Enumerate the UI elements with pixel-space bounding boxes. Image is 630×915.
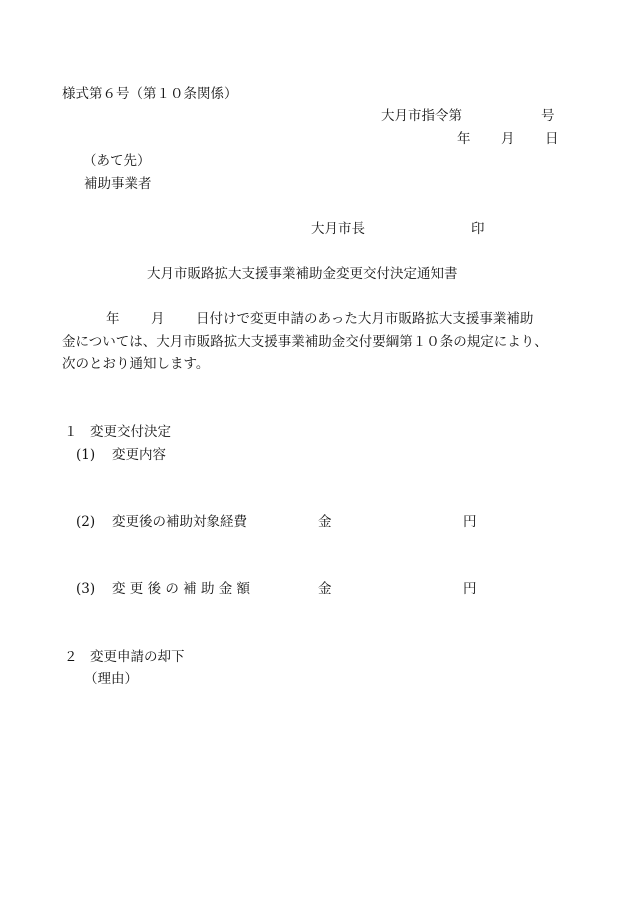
addressee-label: （あて先） bbox=[83, 153, 151, 169]
item2-amount-prefix: 金 bbox=[318, 514, 332, 530]
body-line2: 金については、大月市販路拡大支援事業補助金交付要綱第１０条の規定により、 bbox=[62, 334, 548, 350]
item3-amount-suffix: 円 bbox=[463, 581, 477, 597]
date-day: 日 bbox=[545, 131, 559, 147]
section1-number: １ bbox=[64, 424, 78, 440]
item3-number: (3) bbox=[76, 581, 96, 597]
item2-amount-suffix: 円 bbox=[463, 514, 477, 530]
section2-heading: 変更申請の却下 bbox=[90, 649, 185, 665]
form-number: 様式第６号（第１０条関係） bbox=[62, 86, 238, 102]
document-title: 大月市販路拡大支援事業補助金変更交付決定通知書 bbox=[147, 266, 458, 282]
section2-number: ２ bbox=[64, 649, 78, 665]
item3-amount-prefix: 金 bbox=[318, 581, 332, 597]
reason-label: （理由） bbox=[84, 671, 138, 687]
issuer: 大月市長 bbox=[311, 221, 365, 237]
item2-label: 変更後の補助対象経費 bbox=[112, 514, 247, 530]
body-line3: 次のとおり通知します。 bbox=[62, 356, 210, 372]
directive-prefix: 大月市指令第 bbox=[381, 108, 462, 124]
date-year: 年 bbox=[457, 131, 471, 147]
item2-number: (2) bbox=[76, 514, 96, 530]
item3-label: 変 更 後 の 補 助 金 額 bbox=[112, 581, 251, 597]
seal-mark: 印 bbox=[471, 221, 485, 237]
item1-number: (1) bbox=[76, 447, 96, 463]
item1-label: 変更内容 bbox=[112, 447, 166, 463]
body-month: 月 bbox=[151, 311, 165, 327]
directive-suffix: 号 bbox=[541, 108, 555, 124]
body-line1-text: 日付けで変更申請のあった大月市販路拡大支援事業補助 bbox=[196, 311, 534, 327]
date-month: 月 bbox=[501, 131, 515, 147]
section1-heading: 変更交付決定 bbox=[90, 424, 171, 440]
addressee: 補助事業者 bbox=[84, 176, 152, 192]
body-year: 年 bbox=[106, 311, 120, 327]
